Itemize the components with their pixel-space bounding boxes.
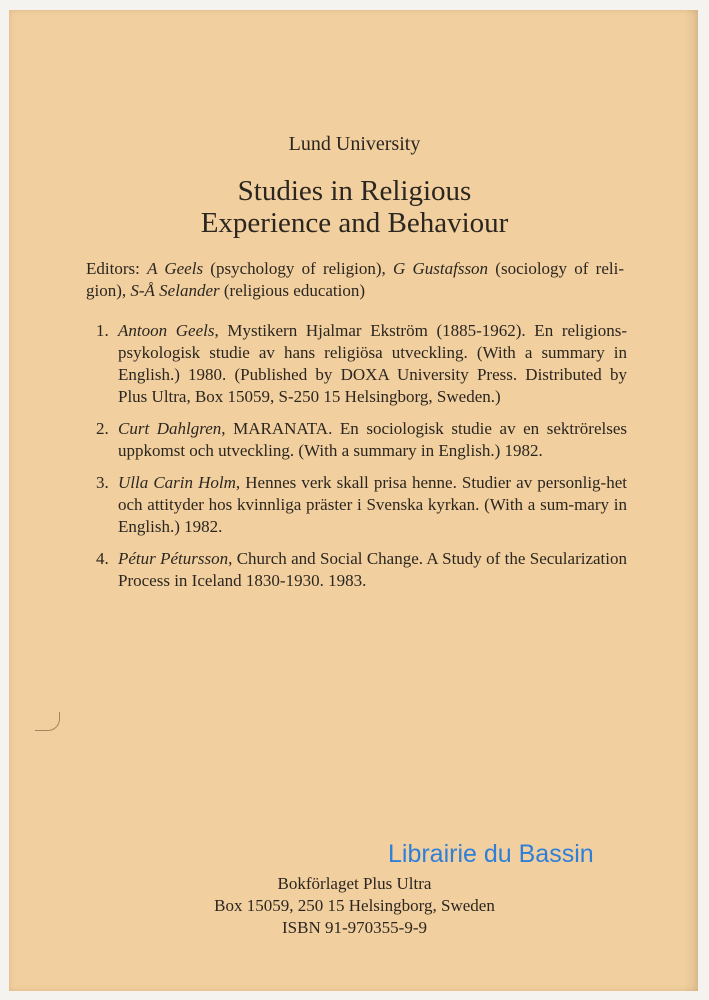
editor-name: A Geels xyxy=(147,259,204,278)
editors-prefix: Editors: xyxy=(86,259,148,278)
publication-item xyxy=(82,548,627,592)
cover-edge-shadow xyxy=(684,10,698,991)
publisher-block xyxy=(0,873,709,939)
pencil-mark xyxy=(35,712,60,731)
publication-item xyxy=(82,320,627,408)
university-name: Lund University xyxy=(288,133,421,155)
publication-text: , Hennes verk skall prisa henne. Studier av personlig-het och attityder hos kvinnliga präster i Svenska kyrkan. (With a sum-mary in English.) 1982. xyxy=(118,473,627,536)
editor-field: (religious education) xyxy=(219,281,366,300)
editor-field: (psychology of religion), xyxy=(203,259,393,278)
publication-author: Ulla Carin Holm xyxy=(118,473,236,492)
isbn: ISBN 91-970355-9-9 xyxy=(282,918,427,937)
series-title-line-1: Studies in Religious xyxy=(237,175,472,207)
publisher-name: Bokförlaget Plus Ultra xyxy=(277,874,432,893)
series-title xyxy=(0,175,709,239)
editor-field: (sociology of reli-gion), xyxy=(86,259,624,300)
editor-name: G Gustafsson xyxy=(392,259,489,278)
series-title-line-2: Experience and Behaviour xyxy=(200,207,509,239)
publication-item xyxy=(82,418,627,462)
editor-name: S-Å Selander xyxy=(130,281,220,300)
publication-author: Antoon Geels xyxy=(118,321,215,340)
publication-author: Curt Dahlgren xyxy=(118,419,222,438)
publication-text: , Mystikern Hjalmar Ekström (1885-1962). En religions-psykologisk studie av hans religiösa utveckling. (With a summary in English.) 1980. (Published by DOXA University Press. Distributed by Plus Ultra, Box 15059, S-250 15 Helsingborg, Sweden.) xyxy=(118,321,627,406)
publication-number: 1. xyxy=(96,321,109,340)
publication-list xyxy=(82,320,627,602)
publication-text: , Church and Social Change. A Study of the Secularization Process in Iceland 1830-1930. 1983. xyxy=(118,549,627,590)
publication-number: 3. xyxy=(96,473,109,492)
publication-author: Pétur Pétursson xyxy=(118,549,229,568)
publication-number: 4. xyxy=(96,549,109,568)
seller-watermark: Librairie du Bassin xyxy=(388,840,594,868)
publication-item xyxy=(82,472,627,538)
editors-paragraph xyxy=(86,258,624,302)
publication-text: , MARANATA. En sociologisk studie av en sektrörelses uppkomst och utveckling. (With a summary in English.) 1982. xyxy=(118,419,627,460)
publisher-address: Box 15059, 250 15 Helsingborg, Sweden xyxy=(214,896,495,915)
publication-number: 2. xyxy=(96,419,109,438)
